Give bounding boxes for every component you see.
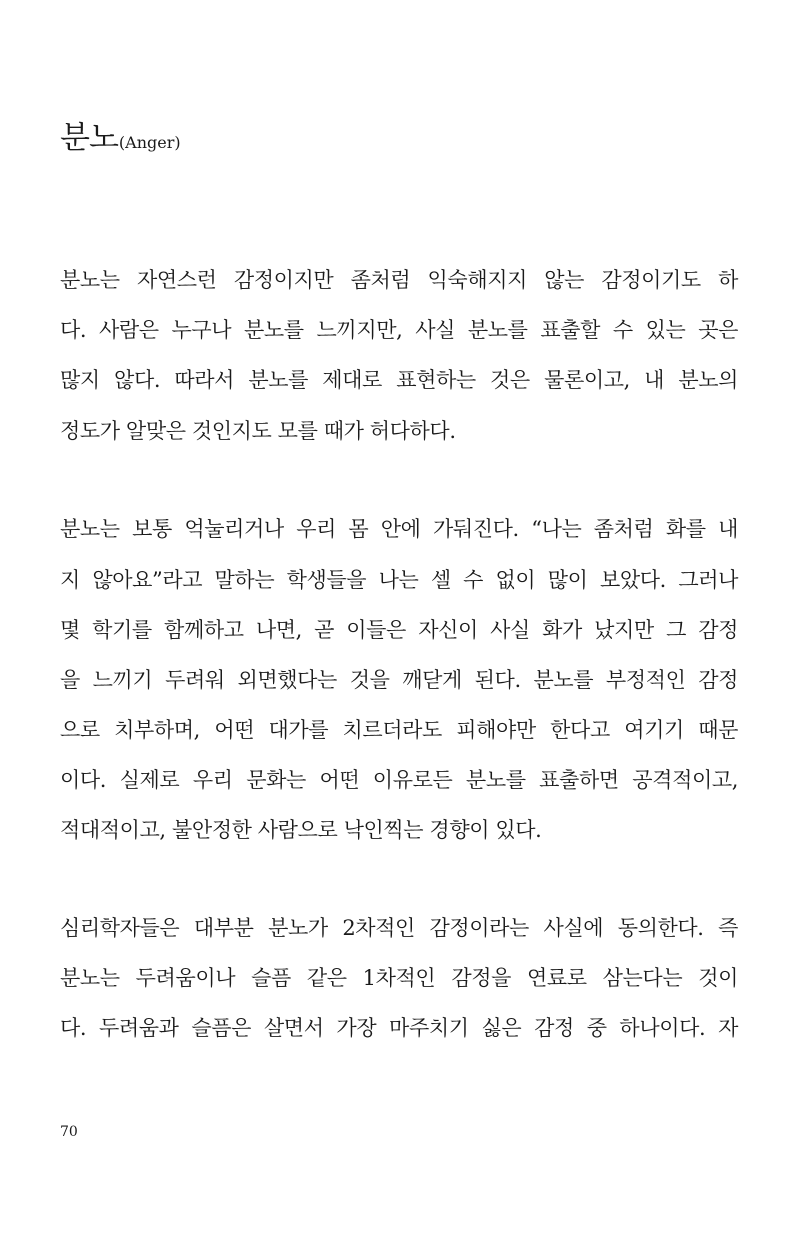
- title-main: 분노: [60, 120, 118, 156]
- page-title: [60, 112, 181, 157]
- text-line: 분노는 보통 억눌리거나 우리 몸 안에 가둬진다. “나는 좀처럼 화를 내: [60, 517, 738, 541]
- text-line: 분노는 두려움이나 슬픔 같은 1차적인 감정을 연료로 삼는다는 것이: [60, 966, 738, 990]
- text-line: 적대적이고, 불안정한 사람으로 낙인찍는 경향이 있다.: [60, 818, 542, 842]
- text-line: 심리학자들은 대부분 분노가 2차적인 감정이라는 사실에 동의한다. 즉: [60, 916, 738, 940]
- text-line: 으로 치부하며, 어떤 대가를 치르더라도 피해야만 한다고 여기기 때문: [60, 718, 738, 742]
- page-number: 70: [60, 1124, 78, 1140]
- title-subtitle: (Anger): [118, 133, 181, 152]
- text-line: 지 않아요”라고 말하는 학생들을 나는 셀 수 없이 많이 보았다. 그러나: [60, 568, 738, 592]
- text-line: 이다. 실제로 우리 문화는 어떤 이유로든 분노를 표출하면 공격적이고,: [60, 768, 738, 792]
- text-line: 분노는 자연스런 감정이지만 좀처럼 익숙해지지 않는 감정이기도 하: [60, 268, 738, 292]
- text-line: 다. 사람은 누구나 분노를 느끼지만, 사실 분노를 표출할 수 있는 곳은: [60, 318, 738, 342]
- text-line: 몇 학기를 함께하고 나면, 곧 이들은 자신이 사실 화가 났지만 그 감정: [60, 618, 738, 642]
- text-line: 을 느끼기 두려워 외면했다는 것을 깨닫게 된다. 분노를 부정적인 감정: [60, 668, 738, 692]
- text-line: 다. 두려움과 슬픔은 살면서 가장 마주치기 싫은 감정 중 하나이다. 자: [60, 1016, 738, 1040]
- text-line: 정도가 알맞은 것인지도 모를 때가 허다하다.: [60, 419, 456, 443]
- text-line: 많지 않다. 따라서 분노를 제대로 표현하는 것은 물론이고, 내 분노의: [60, 368, 738, 392]
